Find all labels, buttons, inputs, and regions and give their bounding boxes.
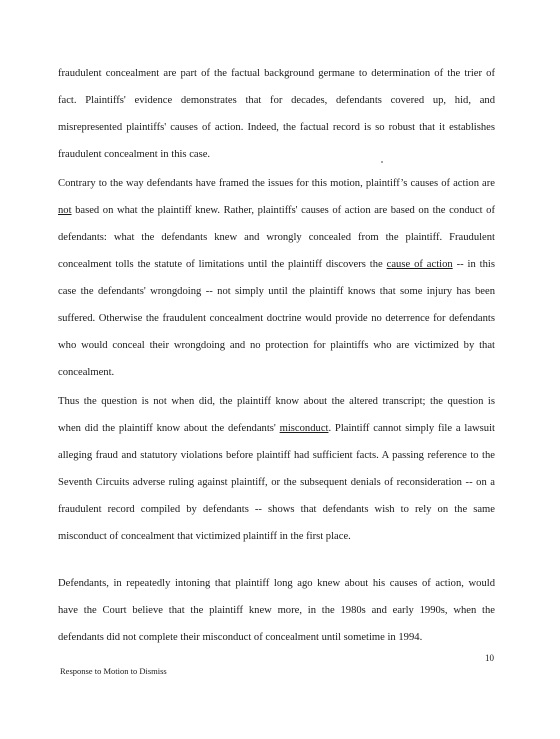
text-span: . Plaintiff cannot simply file a lawsuit [328, 423, 495, 434]
text-line: defendants did not complete their misconduct of concealment until sometime in 1994. [58, 632, 423, 643]
text-line: fraudulent concealment in this case. [58, 149, 211, 160]
page-number: 10 [485, 653, 494, 663]
text-line: Contrary to the way defendants have framed the issues for this motion, plaintiff’s causes of action are [58, 178, 495, 189]
text-line: fact. Plaintiffs' evidence demonstrates that for decades, defendants covered up, hid, and [58, 95, 495, 106]
footer-title: Response to Motion to Dismiss [60, 666, 167, 676]
text-line: defendants: what the defendants knew and wrongly concealed from the plaintiff. Fraudulent [58, 232, 495, 243]
text-line: Thus the question is not when did, the plaintiff know about the altered transcript; the question is [58, 396, 495, 407]
text-line: fraudulent concealment are part of the factual background germane to determination of the trier of [58, 68, 495, 79]
text-line: Seventh Circuits adverse ruling against plaintiff, or the subsequent denials of reconsideration -- on a [58, 477, 495, 488]
text-line: misconduct of concealment that victimized plaintiff in the first place. [58, 531, 351, 542]
text-line: case the defendants' wrongdoing -- not simply until the plaintiff knows that some injury has been [58, 286, 495, 297]
underlined-word: not [58, 205, 72, 216]
text-span: when did the plaintiff know about the defendants' [58, 423, 280, 434]
text-line [58, 422, 495, 436]
text-line: alleging fraud and statutory violations before plaintiff had sufficient facts. A passing reference to the [58, 450, 495, 461]
text-line: fraudulent record compiled by defendants -- shows that defendants wish to rely on the same [58, 504, 495, 515]
underlined-phrase: cause of action [386, 259, 453, 270]
text-line [58, 258, 495, 272]
text-line [58, 204, 495, 218]
text-line: who would conceal their wrongdoing and no protection for plaintiffs who are victimized by that [58, 340, 495, 351]
text-line: Defendants, in repeatedly intoning that plaintiff long ago knew about his causes of action, would [58, 578, 495, 589]
underlined-word: misconduct [279, 423, 329, 434]
text-span: concealment tolls the statute of limitations until the plaintiff discovers the [58, 259, 387, 270]
scan-speck [381, 161, 383, 163]
text-span: -- in this [452, 259, 495, 270]
text-line: suffered. Otherwise the fraudulent concealment doctrine would provide no deterrence for defendants [58, 313, 495, 324]
text-span: based on what the plaintiff knew. Rather, plaintiffs' causes of action are based on the conduct of [71, 205, 495, 216]
text-line: have the Court believe that the plaintiff knew more, in the 1980s and early 1990s, when the [58, 605, 495, 616]
text-line: concealment. [58, 367, 115, 378]
text-line: misrepresented plaintiffs' causes of action. Indeed, the factual record is so robust that it establishes [58, 122, 495, 133]
